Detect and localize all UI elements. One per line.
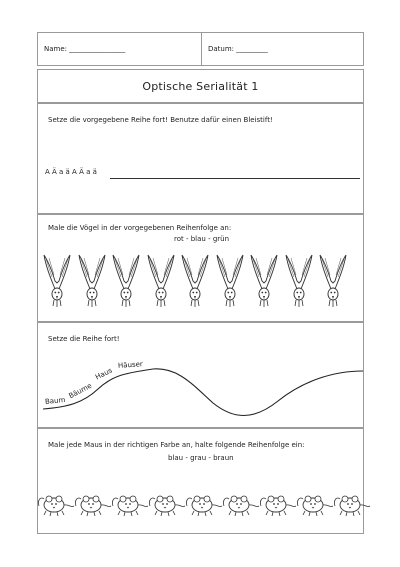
mouse-icon[interactable] [185, 490, 223, 520]
section2-instruction: Male die Vögel in der vorgegebenen Reihenfolge an: [48, 224, 232, 232]
section-birds [37, 214, 364, 322]
mouse-icon[interactable] [296, 490, 334, 520]
letter-sequence: A Ä a ä A Ä a ä [45, 168, 97, 176]
section-sequence-letters [37, 103, 364, 214]
bird-icon[interactable] [284, 253, 314, 309]
name-box [37, 32, 202, 66]
bird-icon[interactable] [146, 253, 176, 309]
wave-word-3: Haus [94, 366, 114, 382]
bird-icon[interactable] [111, 253, 141, 309]
wave-line[interactable] [38, 323, 365, 429]
mouse-icon[interactable] [222, 490, 260, 520]
mouse-icon[interactable] [148, 490, 186, 520]
mouse-icon[interactable] [74, 490, 112, 520]
wave-word-2: Bäume [67, 381, 94, 401]
date-field-label: Datum: _________ [208, 45, 268, 53]
mouse-icon[interactable] [259, 490, 297, 520]
section4-color-order: blau - grau - braun [168, 454, 234, 462]
section-words-wave [37, 322, 364, 428]
bird-icon[interactable] [249, 253, 279, 309]
name-field-label: Name: ________________ [44, 45, 126, 53]
page-title: Optische Serialität 1 [142, 80, 259, 93]
bird-icon[interactable] [215, 253, 245, 309]
section4-instruction: Male jede Maus in der richtigen Farbe an, halte folgende Reihenfolge ein: [48, 441, 305, 449]
section1-instruction: Setze die vorgegebene Reihe fort! Benutze dafür einen Bleistift! [48, 116, 273, 124]
writing-line[interactable] [110, 178, 360, 179]
title-box [37, 69, 364, 103]
bird-row [38, 253, 365, 313]
mouse-icon[interactable] [333, 490, 371, 520]
wave-word-4: Häuser [117, 360, 144, 370]
date-box [201, 32, 364, 66]
section3-instruction: Setze die Reihe fort! [48, 335, 120, 343]
bird-icon[interactable] [77, 253, 107, 309]
section2-color-order: rot - blau - grün [174, 235, 230, 243]
bird-icon[interactable] [42, 253, 72, 309]
bird-icon[interactable] [180, 253, 210, 309]
bird-icon[interactable] [318, 253, 348, 309]
mouse-icon[interactable] [111, 490, 149, 520]
wave-word-1: Baum [44, 395, 66, 407]
mouse-icon[interactable] [37, 490, 75, 520]
mouse-row [37, 490, 367, 522]
